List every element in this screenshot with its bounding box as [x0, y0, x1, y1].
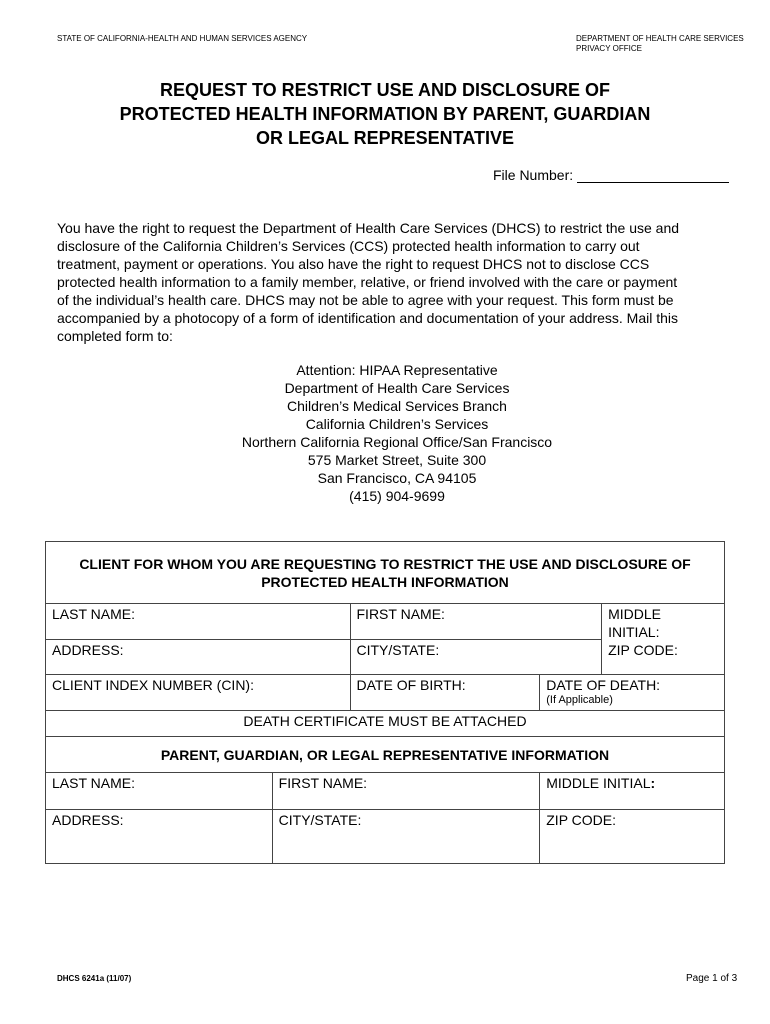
- office-name: PRIVACY OFFICE: [576, 44, 642, 53]
- guardian-middle-initial-colon: :: [650, 775, 656, 791]
- intro-line: You have the right to request the Department of Health Care Services (DHCS) to restrict the use and: [57, 220, 680, 236]
- department-header: [576, 34, 744, 54]
- address-line: 575 Market Street, Suite 300: [307, 452, 487, 468]
- page-number: Page 1 of 3: [686, 973, 738, 984]
- intro-line: protected health information to a family member, relative, or friend involved with the care or payment: [57, 274, 678, 290]
- title-line-1: REQUEST TO RESTRICT USE AND DISCLOSURE OF: [159, 80, 611, 100]
- intro-line: of the individual’s health care. DHCS may not be able to agree with your request. This form must be: [57, 292, 674, 308]
- address-line: Children’s Medical Services Branch: [287, 398, 507, 414]
- client-dod-label: DATE OF DEATH:: [546, 677, 661, 693]
- intro-line: accompanied by a photocopy of a form of identification and documentation of your address. Mail this: [57, 310, 679, 326]
- guardian-city-state-field[interactable]: [272, 810, 540, 864]
- intro-paragraph: [57, 219, 737, 345]
- agency-header: STATE OF CALIFORNIA-HEALTH AND HUMAN SERVICES AGENCY: [57, 34, 308, 43]
- death-certificate-notice: DEATH CERTIFICATE MUST BE ATTACHED: [46, 711, 725, 737]
- title-line-2: PROTECTED HEALTH INFORMATION BY PARENT, GUARDIAN: [119, 104, 651, 124]
- guardian-zip-code-label: ZIP CODE:: [546, 812, 617, 828]
- client-middle-initial-label-2: INITIAL:: [608, 624, 660, 640]
- client-zip-code-label: ZIP CODE:: [608, 642, 678, 658]
- address-line: California Children’s Services: [305, 416, 489, 432]
- client-city-state-field[interactable]: [350, 640, 602, 675]
- guardian-middle-initial-label: MIDDLE INITIAL: [546, 775, 651, 791]
- file-number-field[interactable]: [577, 168, 729, 183]
- guardian-middle-initial-field[interactable]: [540, 773, 725, 810]
- department-name: DEPARTMENT OF HEALTH CARE SERVICES: [576, 34, 744, 43]
- client-dob-field[interactable]: [350, 675, 540, 711]
- client-dob-label: DATE OF BIRTH:: [356, 677, 466, 693]
- form-title: [0, 78, 770, 150]
- client-last-name-field[interactable]: [46, 604, 351, 640]
- guardian-city-state-label: CITY/STATE:: [278, 812, 362, 828]
- title-line-3: OR LEGAL REPRESENTATIVE: [255, 128, 515, 148]
- client-address-field[interactable]: [46, 640, 351, 675]
- address-line: Attention: HIPAA Representative: [296, 362, 498, 378]
- client-first-name-label: FIRST NAME:: [356, 606, 445, 622]
- address-line: Department of Health Care Services: [284, 380, 510, 396]
- guardian-address-label: ADDRESS:: [52, 812, 124, 828]
- guardian-last-name-field[interactable]: [46, 773, 273, 810]
- guardian-last-name-label: LAST NAME:: [52, 775, 135, 791]
- form-id: DHCS 6241a (11/07): [57, 974, 132, 983]
- guardian-first-name-label: FIRST NAME:: [278, 775, 368, 791]
- file-number-row: [493, 167, 729, 183]
- address-line: San Francisco, CA 94105: [317, 470, 477, 486]
- client-info-form: [45, 541, 725, 864]
- intro-line: disclosure of the California Children’s Services (CCS) protected health information to carry out: [57, 238, 640, 254]
- address-line: Northern California Regional Office/San Francisco: [241, 434, 553, 450]
- guardian-first-name-field[interactable]: [272, 773, 540, 810]
- client-address-label: ADDRESS:: [52, 642, 124, 658]
- address-line: (415) 904-9699: [349, 488, 445, 504]
- client-last-name-label: LAST NAME:: [52, 606, 135, 622]
- client-dod-note: (If Applicable): [546, 694, 613, 706]
- file-number-label: File Number:: [493, 167, 574, 183]
- client-cin-field[interactable]: [46, 675, 351, 711]
- intro-line: treatment, payment or operations. You also have the right to request DHCS not to disclose CCS: [57, 256, 650, 272]
- intro-line: completed form to:: [57, 328, 173, 344]
- client-cin-label: CLIENT INDEX NUMBER (CIN):: [52, 677, 254, 693]
- client-dod-field[interactable]: [540, 675, 725, 711]
- client-middle-initial-label: MIDDLE: [608, 606, 662, 622]
- guardian-section-heading: PARENT, GUARDIAN, OR LEGAL REPRESENTATIVE INFORMATION: [46, 737, 725, 773]
- client-first-name-field[interactable]: [350, 604, 602, 640]
- guardian-zip-code-field[interactable]: [540, 810, 725, 864]
- client-middle-zip-cell[interactable]: [602, 604, 725, 675]
- client-city-state-label: CITY/STATE:: [356, 642, 440, 658]
- guardian-address-field[interactable]: [46, 810, 273, 864]
- mailing-address: [0, 361, 770, 505]
- client-section-heading: CLIENT FOR WHOM YOU ARE REQUESTING TO RESTRICT THE USE AND DISCLOSURE OF PROTECTED HEALTH INFORMATION: [46, 542, 725, 604]
